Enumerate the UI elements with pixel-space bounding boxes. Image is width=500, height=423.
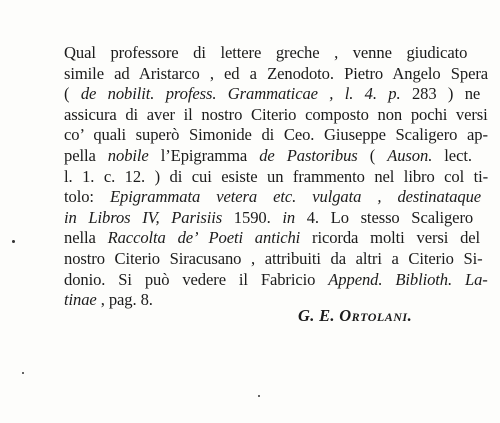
text-run: lect. (432, 145, 472, 165)
italic-text-run: Append. Biblioth. La- (328, 269, 488, 289)
text-run: assicura di aver il nostro Citerio composto non pochi versi (64, 104, 488, 124)
text-run: simile ad Aristarco , ed a Zenodoto. Pietro Angelo Spera (64, 63, 489, 83)
text-line (64, 270, 488, 291)
text-run: 4. Lo stesso Scaligero (295, 207, 474, 227)
text-line (64, 84, 488, 105)
text-run: ( (64, 84, 81, 104)
ink-speck (258, 395, 260, 397)
text-run: 1590. (222, 207, 283, 227)
italic-text-run: de nobilit. profess. Grammaticae , l. 4. p. (80, 84, 401, 104)
italic-text-run: tinae (64, 290, 97, 310)
text-line (64, 43, 488, 64)
text-line (64, 146, 488, 167)
italic-text-run: in Libros IV, Parisiis (64, 207, 223, 227)
signature-initials: G. E. (298, 306, 340, 325)
italic-text-run: Raccolta de’ Poeti antichi (107, 228, 301, 248)
text-run: Qual professore di lettere greche , venne giudicato (64, 43, 468, 62)
text-run: 283 ) ne (400, 84, 481, 104)
text-line (64, 228, 488, 249)
text-line (64, 64, 488, 85)
italic-text-run: in (282, 207, 296, 227)
text-run: l. 1. c. 12. ) di cui esiste un frammento nel libro col ti- (64, 166, 489, 186)
text-line (64, 167, 488, 188)
text-line (64, 290, 488, 311)
text-run: ricorda molti versi del (300, 228, 481, 248)
text-run: tolo: (64, 187, 110, 207)
text-run: donio. Si può vedere il Fabricio (64, 269, 329, 289)
text-run: nella (64, 228, 108, 248)
text-line (64, 249, 488, 270)
text-run: ( (357, 145, 388, 165)
signature-surname: Ortolani. (339, 306, 413, 325)
text-run: pella (64, 145, 108, 165)
text-line (64, 105, 488, 126)
text-run: l’Epigramma (148, 145, 260, 165)
text-run: , pag. 8. (96, 290, 153, 310)
italic-text-run: de Pastoribus (259, 145, 358, 165)
text-run: nostro Citerio Siracusano , attribuiti da altri a Citerio Si- (64, 248, 483, 268)
ink-speck (12, 240, 15, 243)
text-run: co’ quali superò Simonide di Ceo. Giuseppe Scaligero ap- (64, 125, 488, 145)
italic-text-run: nobile (107, 145, 149, 165)
ink-speck (22, 372, 24, 374)
text-line (64, 208, 488, 229)
italic-text-run: Epigrammata vetera etc. vulgata , destinataque (109, 187, 482, 207)
body-paragraph (64, 43, 488, 311)
text-line (64, 187, 488, 208)
italic-text-run: Auson. (387, 145, 433, 165)
author-signature (298, 306, 412, 326)
text-line (64, 125, 488, 146)
